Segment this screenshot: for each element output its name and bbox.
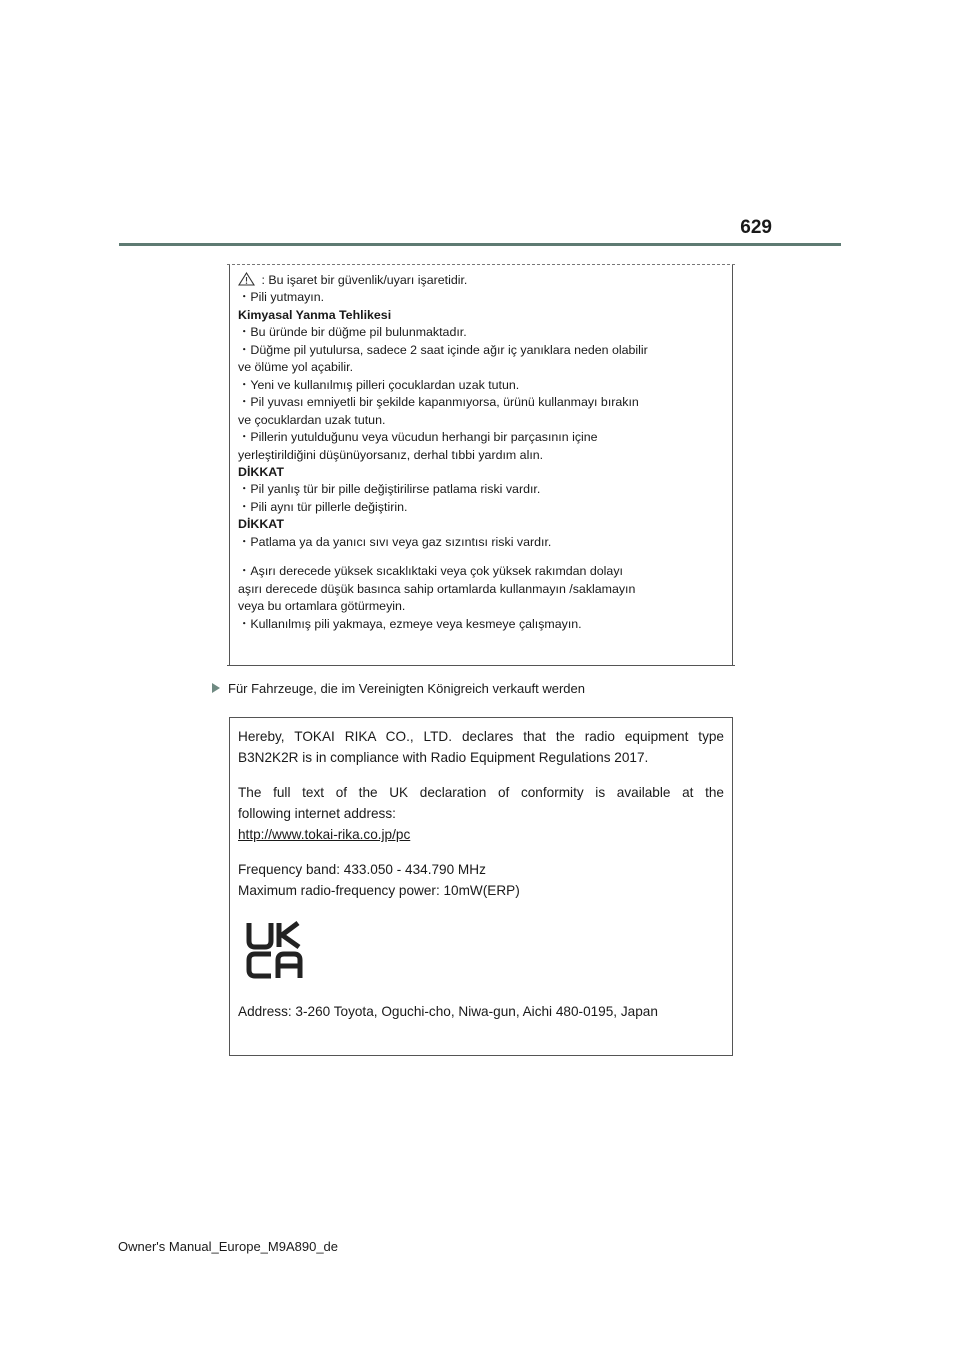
turkish-warning-lines bbox=[238, 289, 726, 551]
page-number: 629 bbox=[740, 217, 772, 238]
warning-line: ve ölüme yol açabilir. bbox=[238, 360, 354, 375]
turkish-warning-content bbox=[238, 272, 726, 633]
warning-line: ・Pillerin yutulduğunu veya vücudun herhangi bir parçasının içine bbox=[238, 430, 598, 445]
declaration-url-link[interactable]: http://www.tokai-rika.co.jp/pc bbox=[238, 827, 411, 842]
warning-line: Kimyasal Yanma Tehlikesi bbox=[238, 307, 392, 322]
turkish-warning-box bbox=[229, 264, 733, 666]
uk-declaration-content bbox=[238, 726, 724, 1022]
warning-line: DİKKAT bbox=[238, 464, 284, 479]
warning-triangle-icon bbox=[238, 272, 255, 286]
warning-line: ・Aşırı derecede yüksek sıcaklıktaki veya çok yüksek rakımdan dolayı bbox=[238, 564, 623, 579]
warning-symbol-note: : Bu işaret bir güvenlik/uyarı işaretidir. bbox=[261, 273, 468, 287]
warning-line: veya bu ortamlara götürmeyin. bbox=[238, 599, 406, 614]
fulltext-line-2: following internet address: bbox=[238, 806, 396, 821]
warning-line: ・Düğme pil yutulursa, sadece 2 saat içinde ağır iç yanıklara neden olabilir bbox=[238, 342, 648, 357]
declaration-line-1: Hereby, TOKAI RIKA CO., LTD. declares that the radio equipment type bbox=[238, 729, 724, 744]
turkish-warning-lines-after-gap bbox=[238, 563, 726, 633]
declaration-line-2: B3N2K2R is in compliance with Radio Equipment Regulations 2017. bbox=[238, 750, 649, 765]
warning-line: ・Patlama ya da yanıcı sıvı veya gaz sızıntısı riski vardır. bbox=[238, 534, 552, 549]
warning-line: ・Pil yuvası emniyetli bir şekilde kapanmıyorsa, ürünü kullanmayı bırakın bbox=[238, 395, 639, 410]
warning-line: ve çocuklardan uzak tutun. bbox=[238, 412, 386, 427]
warning-line: ・Pili yutmayın. bbox=[238, 290, 325, 305]
paragraph-gap bbox=[238, 551, 726, 563]
uk-section-heading-text: Für Fahrzeuge, die im Vereinigten Königreich verkauft werden bbox=[228, 681, 585, 696]
warning-line: aşırı derecede düşük basınca sahip ortamlarda kullanmayın /saklamayın bbox=[238, 581, 636, 596]
max-rf-power: Maximum radio-frequency power: 10mW(ERP) bbox=[238, 883, 520, 898]
uk-declaration-box bbox=[229, 717, 733, 1056]
warning-line: ・Pili aynı tür pillerle değiştirin. bbox=[238, 499, 408, 514]
fulltext-line-1: The full text of the UK declaration of conformity is available at the bbox=[238, 785, 724, 800]
paragraph-gap bbox=[238, 845, 724, 859]
page-footer: Owner's Manual_Europe_M9A890_de bbox=[118, 1239, 339, 1254]
header-rule bbox=[119, 243, 841, 246]
warning-line: yerleştirildiğini düşünüyorsanız, derhal tıbbi yardım alın. bbox=[238, 447, 544, 462]
warning-symbol-line bbox=[238, 272, 726, 289]
warning-line: ・Bu üründe bir düğme pil bulunmaktadır. bbox=[238, 325, 467, 340]
frequency-band: Frequency band: 433.050 - 434.790 MHz bbox=[238, 862, 486, 877]
triangle-bullet-icon bbox=[212, 683, 220, 693]
manufacturer-address: Address: 3-260 Toyota, Oguchi-cho, Niwa-gun, Aichi 480-0195, Japan bbox=[238, 1004, 658, 1019]
ukca-mark bbox=[246, 921, 310, 979]
paragraph-gap bbox=[238, 768, 724, 782]
warning-line: ・Pil yanlış tür bir pille değiştirilirse patlama riski vardır. bbox=[238, 482, 541, 497]
uk-section-heading bbox=[212, 681, 585, 696]
warning-line: ・Kullanılmış pili yakmaya, ezmeye veya kesmeye çalışmayın. bbox=[238, 616, 582, 631]
warning-line: DİKKAT bbox=[238, 517, 284, 532]
warning-line: ・Yeni ve kullanılmış pilleri çocuklardan uzak tutun. bbox=[238, 377, 520, 392]
